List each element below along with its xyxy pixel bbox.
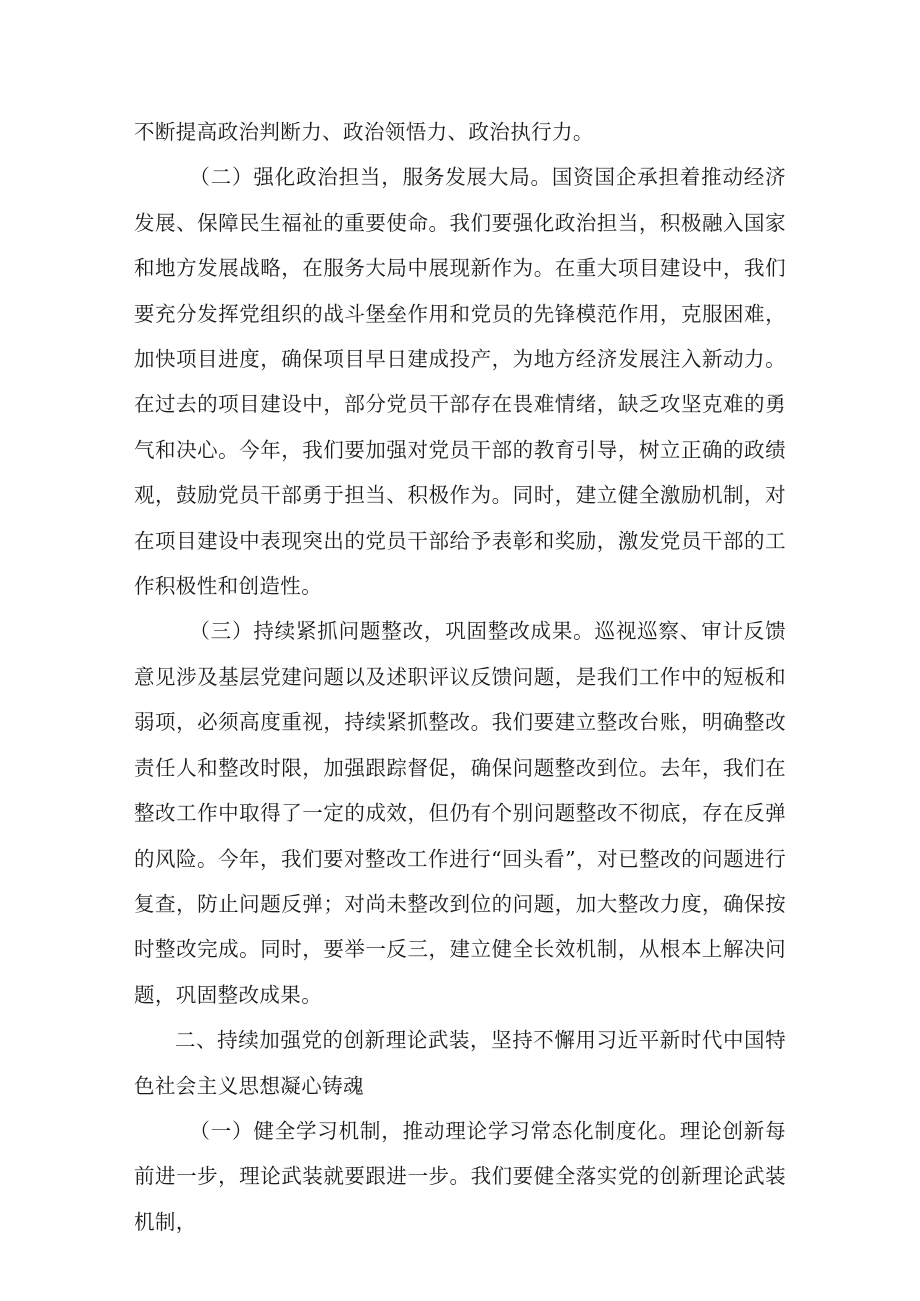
paragraph-part-2-section-1: （一）健全学习机制，推动理论学习常态化制度化。理论创新每前进一步，理论武装就要跟进一步。我们要健全落实党的创新理论武装机制，: [134, 1118, 786, 1234]
heading-part-2: 二、持续加强党的创新理论武装，坚持不懈用习近平新时代中国特色社会主义思想凝心铸魂: [134, 1028, 786, 1098]
paragraph-section-2: （二）强化政治担当，服务发展大局。国资国企承担着推动经济发展、保障民生福祉的重要使命。我们要强化政治担当，积极融入国家和地方发展战略，在服务大局中展现新作为。在重大项目建设中，我们要充分发挥党组织的战斗堡垒作用和党员的先锋模范作用，克服困难，加快项目进度，确保项目早日建成投产，为地方经济发展注入新动力。在过去的项目建设中，部分党员干部存在畏难情绪，缺乏攻坚克难的勇气和决心。今年，我们要加强对党员干部的教育引导，树立正确的政绩观，鼓励党员干部勇于担当、积极作为。同时，建立健全激励机制，对在项目建设中表现突出的党员干部给予表彰和奖励，激发党员干部的工作积极性和创造性。: [134, 165, 786, 599]
document-body: [134, 110, 786, 1245]
paragraph-continuation: 不断提高政治判断力、政治领悟力、政治执行力。: [134, 120, 594, 144]
paragraph-section-3: （三）持续紧抓问题整改，巩固整改成果。巡视巡察、审计反馈意见涉及基层党建问题以及述职评议反馈问题，是我们工作中的短板和弱项，必须高度重视，持续紧抓整改。我们要建立整改台账，明确整改责任人和整改时限，加强跟踪督促，确保问题整改到位。去年，我们在整改工作中取得了一定的成效，但仍有个别问题整改不彻底，存在反弹的风险。今年，我们要对整改工作进行“回头看”，对已整改的问题进行复查，防止问题反弹；对尚未整改到位的问题，加大整改力度，确保按时整改完成。同时，要举一反三，建立健全长效机制，从根本上解决问题，巩固整改成果。: [134, 619, 786, 1007]
